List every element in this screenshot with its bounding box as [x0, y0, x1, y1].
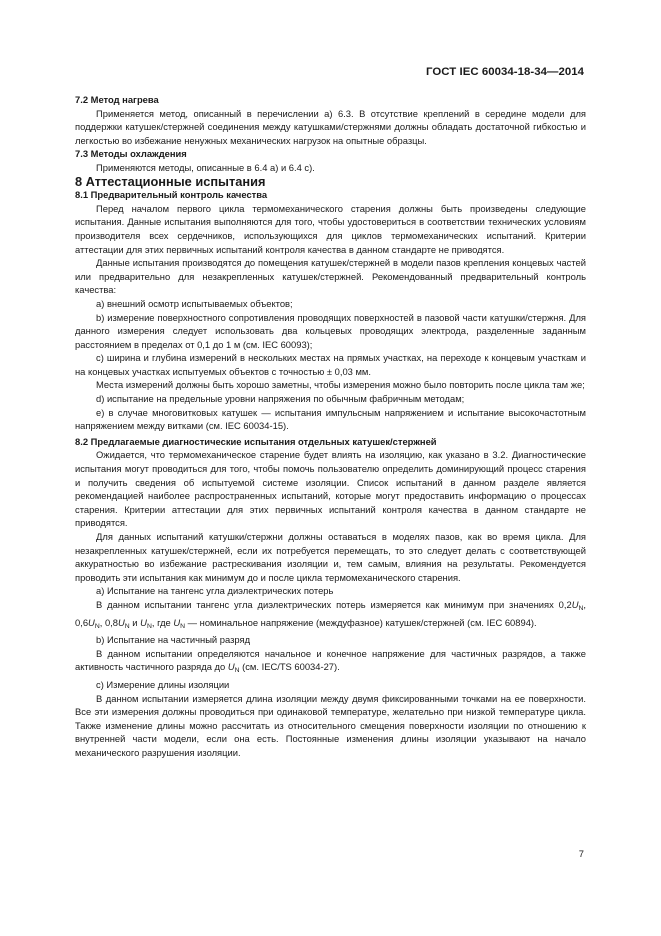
section-8-1-heading: 8.1 Предварительный контроль качества — [75, 189, 268, 201]
section-8-2-paragraph: Ожидается, что термомеханическое старение будет влиять на изоляцию, как указано в 3.2. Диагностические испытания могут проводиться для того, чтобы помочь пользователю определить доминирующий процесс старения и получить сведения об испытуемой системе изоляции. Список испытаний в данном разделе является рекомендацией наиболее распространенных испытаний, которые могут предоставить информацию о процессах старения. Критерии аттестации для этих первичных испытаний контроля качества в данном стандарте не приводятся. — [75, 449, 586, 529]
section-7-2-heading: 7.2 Метод нагрева — [75, 94, 159, 105]
section-7-3-heading: 7.3 Методы охлаждения — [75, 148, 187, 160]
section-8-2-heading: 8.2 Предлагаемые диагностические испытания отдельных катушек/стержней — [75, 435, 437, 447]
list-item-a: а) внешний осмотр испытываемых объектов; — [96, 297, 293, 309]
section-7-2-text: Применяется метод, описанный в перечислении а) 6.3. В отсутствие креплений в середине модели для поддержки катушек/стержней соединения между катушками/стержнями должны обладать достаточной гибкостью и легкостью во избежание ненужных механических нагрузок на опытные образцы. — [75, 107, 586, 146]
test-b-description: В данном испытании определяются начальное и конечное напряжение для частичных разрядов, а также активность частичного разряда до $U_N$ (см. IEC/TS 60034-27). — [75, 647, 586, 675]
section-8-1-paragraph: Перед началом первого цикла термомеханического старения должны быть произведены следующие испытания. Данные испытания выполняются для того, чтобы удостовериться в соответствии технических условиям производителя всех сердечников, использующихся для циклов термомеханических испытаний. Критерии аттестации для этих первичных испытаний контроля качества в данном стандарте не приводятся. — [75, 202, 586, 255]
page-content — [75, 93, 586, 760]
test-c-description: В данном испытании измеряется длина изоляции между двумя фиксированными точками на ее поверхности. Все эти измерения должны проводиться при одинаковой температуре, желательно при низкой температуре цикла. Также изменение длины можно рассчитать из относительного смещения поверхности изоляции по отношению к внутренней части модели, если она есть. Постоянные изменения длины изоляции указывают на начало механического разрушения изоляции. — [75, 692, 586, 758]
test-c-title: с) Измерение длины изоляции — [96, 678, 230, 690]
test-a-description: В данном испытании тангенс угла диэлектрических потерь измеряется как минимум при значениях $0,2U_N$, $0,6U_N$, $0,8U_N$ и $U_N$, где $U_N$ — номинальное напряжение (междуфазное) катушек/стержней (см. IEC 60894). — [75, 598, 586, 630]
page-number: 7 — [578, 848, 584, 859]
section-8-2-paragraph: Для данных испытаний катушки/стержни должны оставаться в моделях пазов, как во время цикла. Для незакрепленных катушек/стержней, если их потребуется перемещать, то это следует делать с соответствующей аккуратностью во избежание растрескивания изоляции и, тем самым, влияния на результаты. Рекомендуется проводить эти испытания как минимум до и после цикла термомеханического старения. — [75, 531, 586, 583]
test-b-title: b) Испытание на частичный разряд — [96, 634, 251, 646]
standard-header: ГОСТ IEC 60034-18-34—2014 — [426, 66, 584, 78]
section-7-3-text: Применяются методы, описанные в 6.4 а) и 6.4 с). — [96, 161, 315, 173]
section-8-heading: 8 Аттестационные испытания — [75, 173, 266, 189]
section-8-1-paragraph: Данные испытания производятся до помещения катушек/стержней в модели пазов крепления концевых частей или предварительно для незакрепленных катушек/стержней. Рекомендованный предварительный контроль качества: — [75, 257, 586, 296]
list-item-c-note: Места измерений должны быть хорошо заметны, чтобы измерения можно было повторить после цикла там же; — [96, 379, 585, 391]
list-item-b: b) измерение поверхностного сопротивления проводящих поверхностей в пазовой части катушки/стержня. Для данного измерения следует использовать два кольцевых проводящих электрода, разделенные заданным расстоянием в пределах от 0,1 до 1 м (см. IEC 60093); — [75, 311, 586, 350]
list-item-d: d) испытание на предельные уровни напряжения по обычным фабричным методам; — [96, 393, 465, 405]
list-item-c: с) ширина и глубина измерений в нескольких местах на прямых участках, на переходе к концевым участкам и на концевых участках испытуемых объектов с точностью ± 0,03 мм. — [75, 352, 586, 377]
test-a-title: а) Испытание на тангенс угла диэлектрических потерь — [96, 585, 334, 597]
list-item-e: е) в случае многовитковых катушек — испытания импульсным напряжением и испытание высокочастотным напряжением между витками (см. IEC 60034-15). — [75, 406, 586, 432]
